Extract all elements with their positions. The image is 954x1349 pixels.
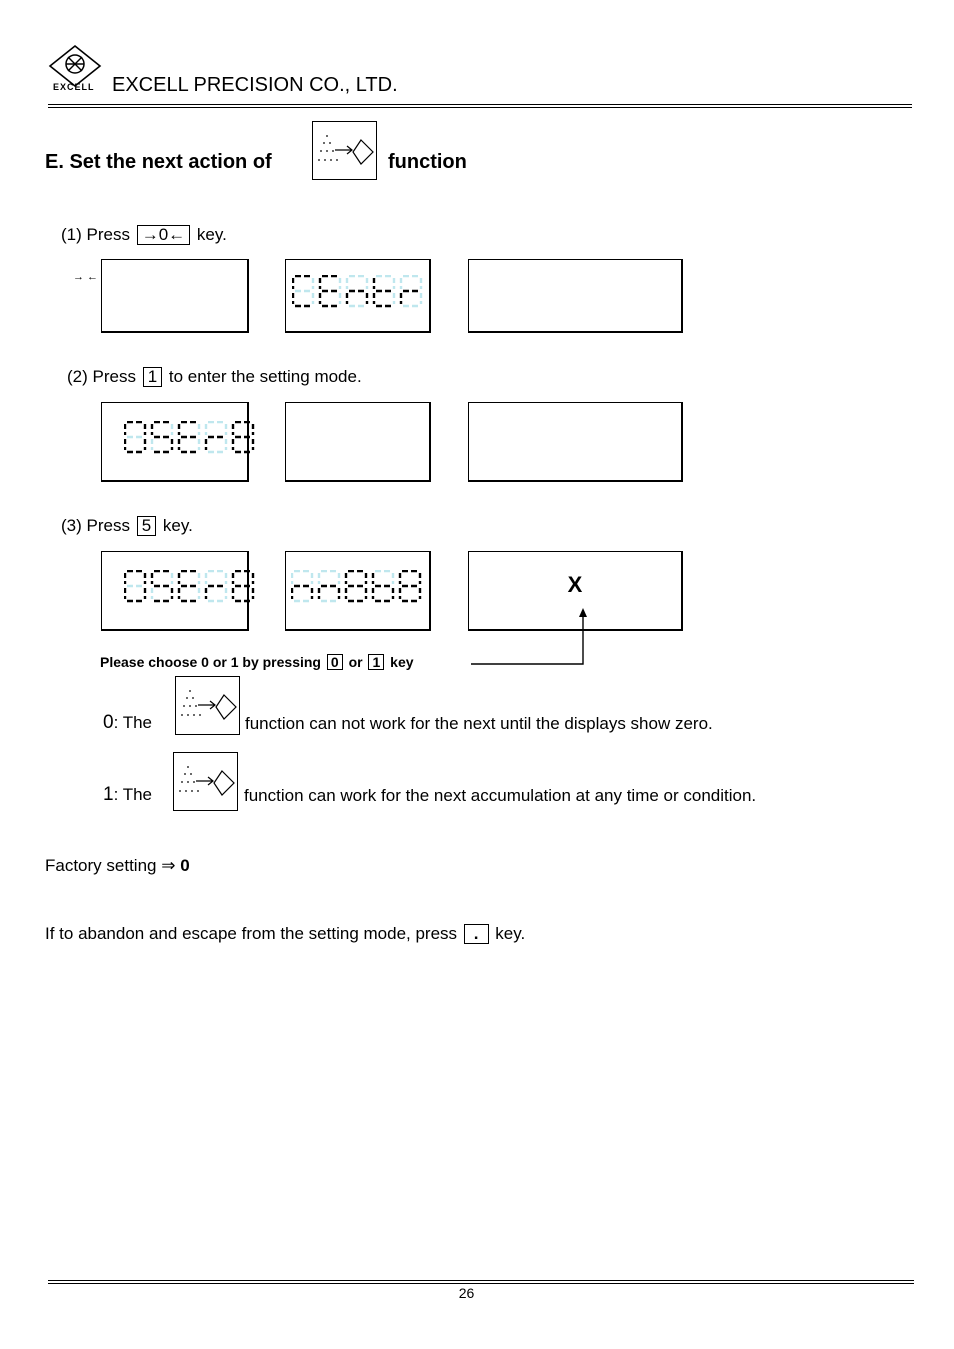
segment-readout [291, 570, 426, 604]
step-1-instruction [61, 225, 227, 245]
step-2-suffix: to enter the setting mode. [168, 367, 362, 386]
step-2-display-total [468, 402, 683, 482]
page-number: 26 [458, 1285, 475, 1301]
step-3-display-weight [101, 551, 249, 631]
zero-indicator: → ← [73, 271, 99, 283]
factory-setting-value: 0 [180, 856, 190, 875]
lcd-digit [125, 422, 145, 452]
footer-rule [48, 1280, 914, 1281]
lcd-digit [347, 276, 367, 306]
step-1-display-total [468, 259, 683, 333]
escape-suffix: key. [495, 924, 526, 943]
option-0-lead: : The [113, 713, 153, 732]
lcd-digit [292, 571, 312, 601]
key-one[interactable]: 1 [368, 654, 384, 670]
option-1-lead: : The [113, 785, 153, 804]
step-3-prefix: (3) Press [61, 516, 130, 535]
next-action-function-icon [312, 121, 377, 180]
lcd-digit [319, 571, 339, 601]
section-title: E. Set the next action of [45, 151, 272, 173]
lcd-digit [233, 422, 253, 452]
lcd-digit [233, 571, 253, 601]
step-3-suffix: key. [162, 516, 193, 535]
segment-readout [124, 421, 259, 455]
next-action-function-icon [175, 676, 240, 735]
company-logo [46, 44, 104, 94]
section-title-suffix: function [388, 151, 467, 173]
option-1-description: function can work for the next accumulation at any time or condition. [244, 786, 757, 805]
one-key[interactable]: 1 [143, 367, 162, 387]
lcd-digit [346, 571, 366, 601]
lcd-digit [374, 276, 394, 306]
choice-note-text: Please choose 0 or 1 by pressing [100, 654, 321, 670]
lcd-digit [179, 422, 199, 452]
escape-instruction [45, 924, 525, 944]
step-3-display-unit [285, 551, 431, 631]
five-key[interactable]: 5 [137, 516, 156, 536]
lcd-digit [152, 422, 172, 452]
option-0-number: 0 [103, 712, 114, 733]
step-2-prefix: (2) Press [67, 367, 136, 386]
lcd-digit [152, 571, 172, 601]
step-2-display-unit [285, 402, 431, 482]
step-1-display-weight [101, 259, 249, 333]
dot-key[interactable]: . [464, 924, 489, 944]
option-0-label [103, 712, 152, 734]
choice-note [100, 654, 414, 670]
next-action-function-icon [173, 752, 238, 811]
lcd-digit [320, 276, 340, 306]
footer-rule-2 [48, 1283, 914, 1284]
value-placeholder: X [567, 572, 583, 597]
pointer-arrow [466, 606, 596, 668]
option-1-label [103, 784, 152, 806]
lcd-digit [125, 571, 145, 601]
logo-wordmark: EXCELL [53, 82, 95, 92]
factory-setting [45, 856, 190, 876]
lcd-digit [206, 422, 226, 452]
lcd-digit [401, 276, 421, 306]
header-rule-2 [48, 107, 912, 108]
lcd-digit [293, 276, 313, 306]
step-2-instruction [67, 367, 362, 387]
segment-readout [292, 275, 427, 309]
choice-note-or: or [348, 654, 363, 670]
key-zero[interactable]: 0 [327, 654, 343, 670]
option-0-description: function can not work for the next until the displays show zero. [245, 714, 713, 733]
step-1-display-unit [285, 259, 431, 333]
lcd-digit [179, 571, 199, 601]
choice-note-key: key [390, 654, 414, 670]
step-1-suffix: key. [196, 225, 227, 244]
step-1-prefix: (1) Press [61, 225, 130, 244]
escape-text: If to abandon and escape from the setting mode, press [45, 924, 458, 943]
factory-setting-label: Factory setting ⇒ [45, 856, 176, 875]
lcd-digit [206, 571, 226, 601]
option-1-number: 1 [103, 784, 114, 805]
segment-readout [124, 570, 259, 604]
header-rule [48, 104, 912, 105]
step-2-display-weight [101, 402, 249, 482]
step-3-instruction [61, 516, 193, 536]
lcd-digit [400, 571, 420, 601]
company-name: EXCELL PRECISION CO., LTD. [112, 74, 398, 96]
zero-key[interactable]: →0← [137, 225, 190, 245]
lcd-digit [373, 571, 393, 601]
